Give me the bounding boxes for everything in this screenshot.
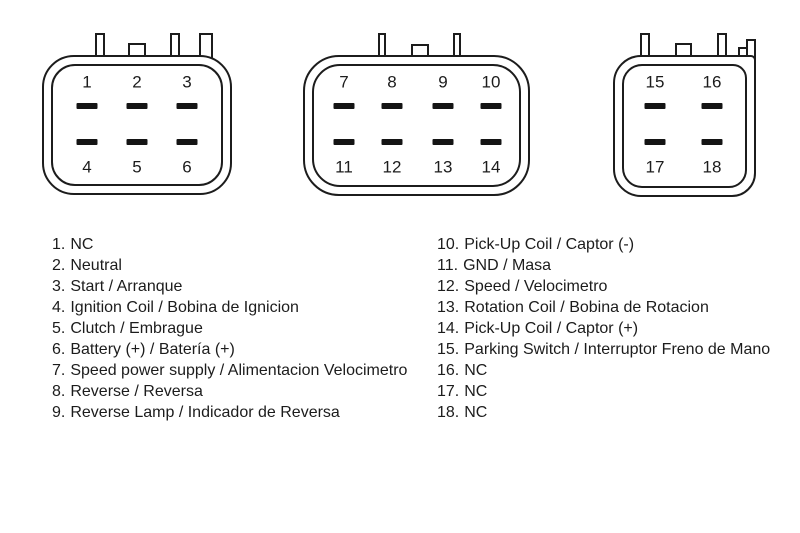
legend-item-number: 4. (52, 299, 66, 316)
pin-number: 11 (335, 157, 353, 177)
legend-item-label: Reverse Lamp / Indicador de Reversa (70, 404, 340, 421)
pin-contact (127, 139, 148, 145)
legend-item (52, 402, 407, 423)
legend-item-label: Pick-Up Coil / Captor (+) (464, 320, 639, 337)
legend-item-number: 7. (52, 362, 66, 379)
connector-outline (613, 55, 756, 197)
legend-item-label: NC (464, 383, 488, 400)
pin-contact (334, 139, 355, 145)
legend-item (52, 360, 407, 381)
pin-number: 17 (645, 157, 665, 177)
legend-item-number: 11. (437, 257, 459, 274)
legend-item-number: 17. (437, 383, 460, 400)
pin-contact (382, 103, 403, 109)
legend-column-right (437, 234, 770, 423)
legend-item-number: 13. (437, 299, 460, 316)
legend-item (52, 255, 407, 276)
pin-number: 12 (382, 157, 402, 177)
legend-item-number: 18. (437, 404, 460, 421)
legend-item-number: 2. (52, 257, 66, 274)
legend-item (437, 339, 770, 360)
legend-item-number: 14. (437, 320, 460, 337)
pin-number: 2 (132, 72, 142, 92)
pin-number: 14 (481, 157, 501, 177)
legend-item-number: 15. (437, 341, 460, 358)
pin-contact (177, 103, 198, 109)
legend-item-number: 3. (52, 278, 66, 295)
pin-number: 8 (387, 72, 397, 92)
pin-contact (481, 139, 502, 145)
pin-contact (177, 139, 198, 145)
legend-item (437, 360, 770, 381)
pin-contact (645, 103, 666, 109)
legend-item (52, 381, 407, 402)
pin-number: 18 (702, 157, 722, 177)
pin-contact (645, 139, 666, 145)
pin-contact (433, 103, 454, 109)
legend-item (437, 234, 770, 255)
legend-item-label: Battery (+) / Batería (+) (70, 341, 235, 358)
pin-number: 4 (82, 157, 92, 177)
pin-number: 6 (182, 157, 192, 177)
connector-4pin (613, 32, 756, 198)
legend-item-number: 5. (52, 320, 66, 337)
legend-item-label: NC (464, 404, 488, 421)
pin-contact (77, 103, 98, 109)
legend-item-label: Neutral (70, 257, 122, 274)
pin-number: 9 (438, 72, 448, 92)
legend-item (437, 297, 770, 318)
legend-item-label: Parking Switch / Interruptor Freno de Mano (464, 341, 771, 358)
pin-number: 13 (433, 157, 453, 177)
legend-item (437, 402, 770, 423)
connector-6pin (42, 32, 232, 198)
legend-item-label: GND / Masa (463, 257, 552, 274)
legend-item (52, 297, 407, 318)
legend-item-label: Reverse / Reversa (70, 383, 203, 400)
legend-item-label: Rotation Coil / Bobina de Rotacion (464, 299, 709, 316)
pin-contact (127, 103, 148, 109)
pin-contact (481, 103, 502, 109)
pin-contact (433, 139, 454, 145)
legend-item-number: 10. (437, 236, 460, 253)
legend-item (52, 318, 407, 339)
legend-item (52, 234, 407, 255)
pin-number: 5 (132, 157, 142, 177)
pin-contact (702, 103, 723, 109)
legend-item-number: 9. (52, 404, 66, 421)
legend-column-left (52, 234, 407, 423)
connector-8pin (303, 32, 530, 198)
legend-item (52, 339, 407, 360)
pin-number: 1 (82, 72, 92, 92)
legend-item-label: Pick-Up Coil / Captor (-) (464, 236, 635, 253)
legend-item-label: Start / Arranque (70, 278, 183, 295)
connector-inner-outline (622, 64, 747, 188)
legend-item-label: Speed / Velocimetro (464, 278, 608, 295)
pin-number: 16 (702, 72, 722, 92)
legend-item-number: 8. (52, 383, 66, 400)
legend-item-number: 16. (437, 362, 460, 379)
legend-item-label: NC (464, 362, 488, 379)
legend-item-label: NC (70, 236, 94, 253)
pin-number: 15 (645, 72, 665, 92)
pin-number: 7 (339, 72, 349, 92)
pin-number: 3 (182, 72, 192, 92)
legend-item (437, 255, 770, 276)
pin-contact (382, 139, 403, 145)
pin-contact (334, 103, 355, 109)
legend-item (437, 276, 770, 297)
legend-item-label: Speed power supply / Alimentacion Velocimetro (70, 362, 408, 379)
legend-item-number: 6. (52, 341, 66, 358)
pin-contact (702, 139, 723, 145)
legend-item (437, 381, 770, 402)
legend-item-number: 1. (52, 236, 66, 253)
legend-item-number: 12. (437, 278, 460, 295)
pin-number: 10 (481, 72, 501, 92)
legend-item-label: Ignition Coil / Bobina de Ignicion (70, 299, 299, 316)
legend-item (437, 318, 770, 339)
pin-contact (77, 139, 98, 145)
legend-item (52, 276, 407, 297)
legend-item-label: Clutch / Embrague (70, 320, 203, 337)
